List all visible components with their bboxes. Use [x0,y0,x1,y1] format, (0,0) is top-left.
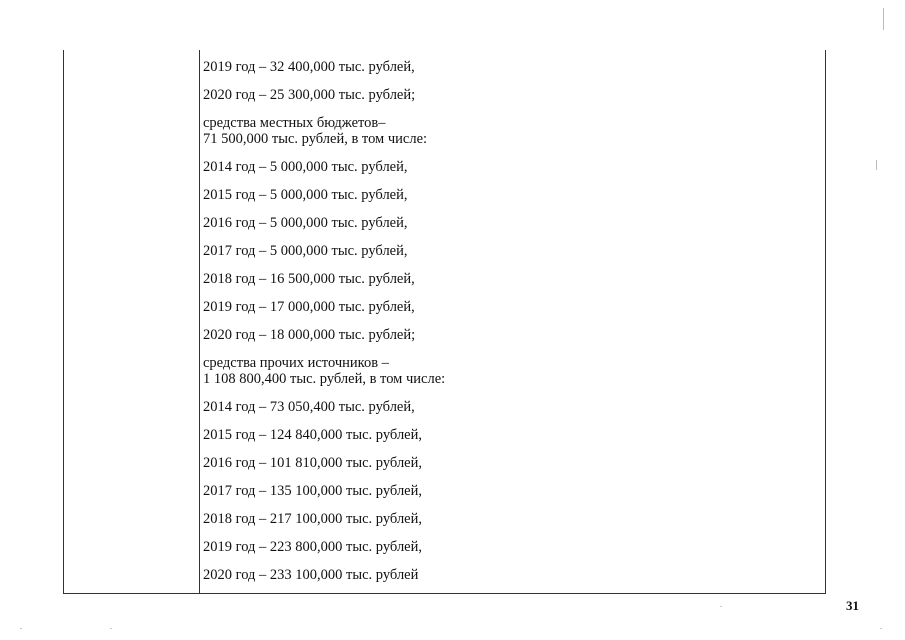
funding-entry [203,511,823,527]
funding-entry [203,327,823,343]
scan-dot [720,606,722,607]
text-line: 1 108 800,400 тыс. рублей, в том числе: [203,371,446,387]
text-line: 2019 год – 17 000,000 тыс. рублей, [203,299,415,315]
funding-entry [203,355,823,387]
scan-artifact [883,8,884,30]
text-line: 2015 год – 124 840,000 тыс. рублей, [203,427,423,443]
text-line: средства местных бюджетов– [203,115,386,131]
scan-dot [110,628,112,629]
funding-entry [203,483,823,499]
funding-entry [203,539,823,555]
funding-entry [203,243,823,259]
funding-entry [203,399,823,415]
text-line: средства прочих источников – [203,355,389,371]
funding-entry [203,455,823,471]
text-line: 2016 год – 101 810,000 тыс. рублей, [203,455,423,471]
text-line: 2020 год – 18 000,000 тыс. рублей; [203,327,416,343]
funding-text-cell [203,59,823,583]
text-line: 2017 год – 135 100,000 тыс. рублей, [203,483,423,499]
text-line: 71 500,000 тыс. рублей, в том числе: [203,131,428,147]
scan-artifact [876,160,877,170]
scan-dot [20,628,22,629]
text-line: 2020 год – 233 100,000 тыс. рублей [203,567,419,583]
text-line: 2019 год – 32 400,000 тыс. рублей, [203,59,415,75]
funding-entry [203,567,823,583]
scan-dot [880,628,882,629]
funding-entry [203,215,823,231]
text-line: 2019 год – 223 800,000 тыс. рублей, [203,539,423,555]
funding-entry [203,187,823,203]
page-number: 31 [846,598,859,613]
text-line: 2014 год – 73 050,400 тыс. рублей, [203,399,415,415]
funding-entry [203,427,823,443]
text-line: 2014 год – 5 000,000 тыс. рублей, [203,159,408,175]
text-line: 2016 год – 5 000,000 тыс. рублей, [203,215,408,231]
funding-entry [203,299,823,315]
text-line: 2018 год – 217 100,000 тыс. рублей, [203,511,423,527]
text-line: 2017 год – 5 000,000 тыс. рублей, [203,243,408,259]
funding-entry [203,87,823,103]
text-line: 2020 год – 25 300,000 тыс. рублей; [203,87,416,103]
funding-entry [203,115,823,147]
text-line: 2015 год – 5 000,000 тыс. рублей, [203,187,408,203]
funding-entry [203,271,823,287]
column-divider [199,50,200,594]
text-line: 2018 год – 16 500,000 тыс. рублей, [203,271,415,287]
funding-entry [203,59,823,75]
funding-entry [203,159,823,175]
